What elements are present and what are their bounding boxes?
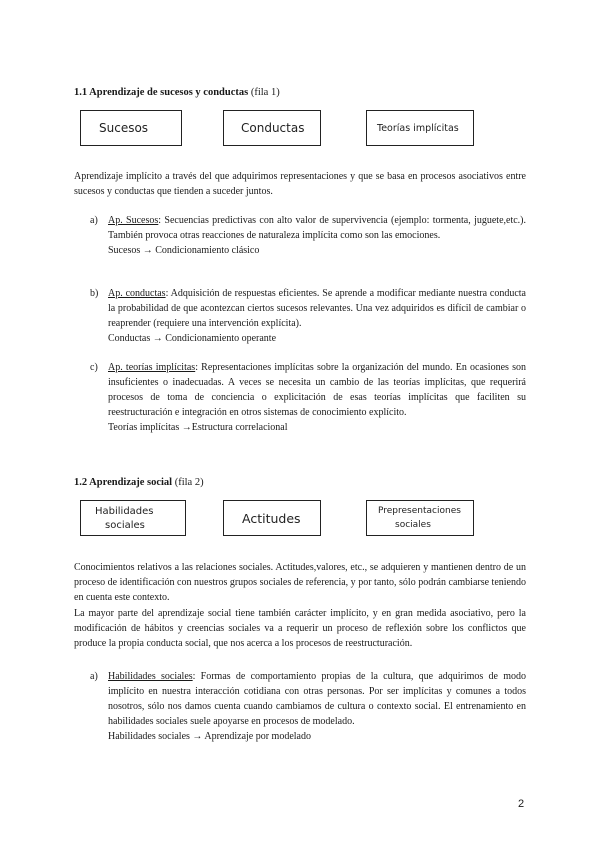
definition: : Adquisición de respuestas eficientes. Se aprende a modificar mediante nuestra conducta la probabilidad de que acontezcan ciertos sucesos relevantes. Una vez adquiridos es difícil de cambiar o reaprender (requiere una intervención explícita).	[108, 288, 526, 329]
section-1-subtitle: (fila 1)	[248, 87, 280, 98]
section-2-subtitle: (fila 2)	[172, 477, 204, 488]
list-marker: b)	[90, 288, 99, 299]
box-habilidades-line1: Habilidades	[95, 506, 154, 517]
definition: : Secuencias predictivas con alto valor de supervivencia (ejemplo: tormenta, juguete,etc.). También provoca otras reacciones de naturaleza implícita como son las emociones.	[108, 215, 526, 241]
section-2-paragraph-2: La mayor parte del aprendizaje social tiene también carácter implícito, y en gran medida asociativo, pero la modificación de hábitos y creencias sociales va a requerir un proceso de reflexión sobre los conflictos que produce la propia conducta social, que nos acerca a los procesos de reestructuración.	[74, 608, 526, 649]
list-item-conductas	[90, 286, 526, 346]
box-conductas	[223, 110, 321, 146]
list-item-teorias	[90, 360, 526, 435]
term: Ap. conductas	[108, 288, 166, 299]
page-number: 2	[518, 798, 525, 810]
term: Habilidades sociales	[108, 671, 193, 682]
list-marker: a)	[90, 215, 98, 226]
box-representaciones	[366, 500, 474, 536]
result-line: Sucesos → Condicionamiento clásico	[108, 245, 260, 256]
box-sucesos-label: Sucesos	[99, 121, 149, 135]
box-conductas-label: Conductas	[241, 121, 305, 135]
term: Ap. teorías implícitas	[108, 362, 196, 373]
box-teorias-label: Teorías implícitas	[377, 123, 459, 134]
box-actitudes	[223, 500, 321, 536]
box-habilidades	[80, 500, 186, 536]
box-teorias	[366, 110, 474, 146]
list-marker: a)	[90, 671, 98, 682]
list-item-sucesos	[90, 213, 526, 258]
box-representaciones-line1: Prepresentaciones	[378, 506, 461, 516]
section-2-title: 1.2 Aprendizaje social	[74, 477, 173, 488]
list-item-habilidades	[90, 669, 526, 744]
section-1-heading	[74, 87, 280, 98]
box-representaciones-line2: sociales	[395, 520, 431, 530]
result-line: Habilidades sociales → Aprendizaje por modelado	[108, 731, 311, 742]
result-line: Conductas → Condicionamiento operante	[108, 333, 277, 344]
list-marker: c)	[90, 362, 98, 373]
section-2-paragraph-1: Conocimientos relativos a las relaciones sociales. Actitudes,valores, etc., se adquieren y mantienen dentro de un proceso de identificación con nuestros grupos sociales de referencia, y por tanto, sólo podrán cambiarse teniendo en cuenta este contexto.	[74, 562, 526, 603]
term: Ap. Sucesos	[108, 215, 159, 226]
section-1-intro: Aprendizaje implícito a través del que adquirimos representaciones y que se basa en procesos asociativos entre sucesos y conductas que tienden a suceder juntos.	[74, 171, 526, 197]
box-actitudes-label: Actitudes	[242, 511, 301, 526]
section-2-heading	[74, 477, 204, 488]
box-habilidades-line2: sociales	[105, 520, 145, 531]
definition: : Formas de comportamiento propias de la cultura, que adquirimos de modo implícito en nuestra interacción cotidiana con otras personas. Por ser implícitas y comunes a todos nosotros, sólo nos damos cuenta cuando cambiamos de cultura o contexto social. El entrenamiento en habilidades sociales suele apoyarse en procesos de modelado.	[108, 671, 526, 727]
section-1-title: 1.1 Aprendizaje de sucesos y conductas	[74, 87, 249, 98]
result-line: Teorías implícitas →Estructura correlacional	[108, 422, 288, 433]
box-sucesos	[80, 110, 182, 146]
definition: : Representaciones implícitas sobre la organización del mundo. En ocasiones son insuficientes o inadecuadas. A veces se necesita un cambio de las teorías implícitas, que requerirá procesos de toma de conciencia o explicitación de esas teorías implícitas que faciliten su reestructuración e integración en otros sistemas de conocimiento explícito.	[108, 362, 526, 418]
